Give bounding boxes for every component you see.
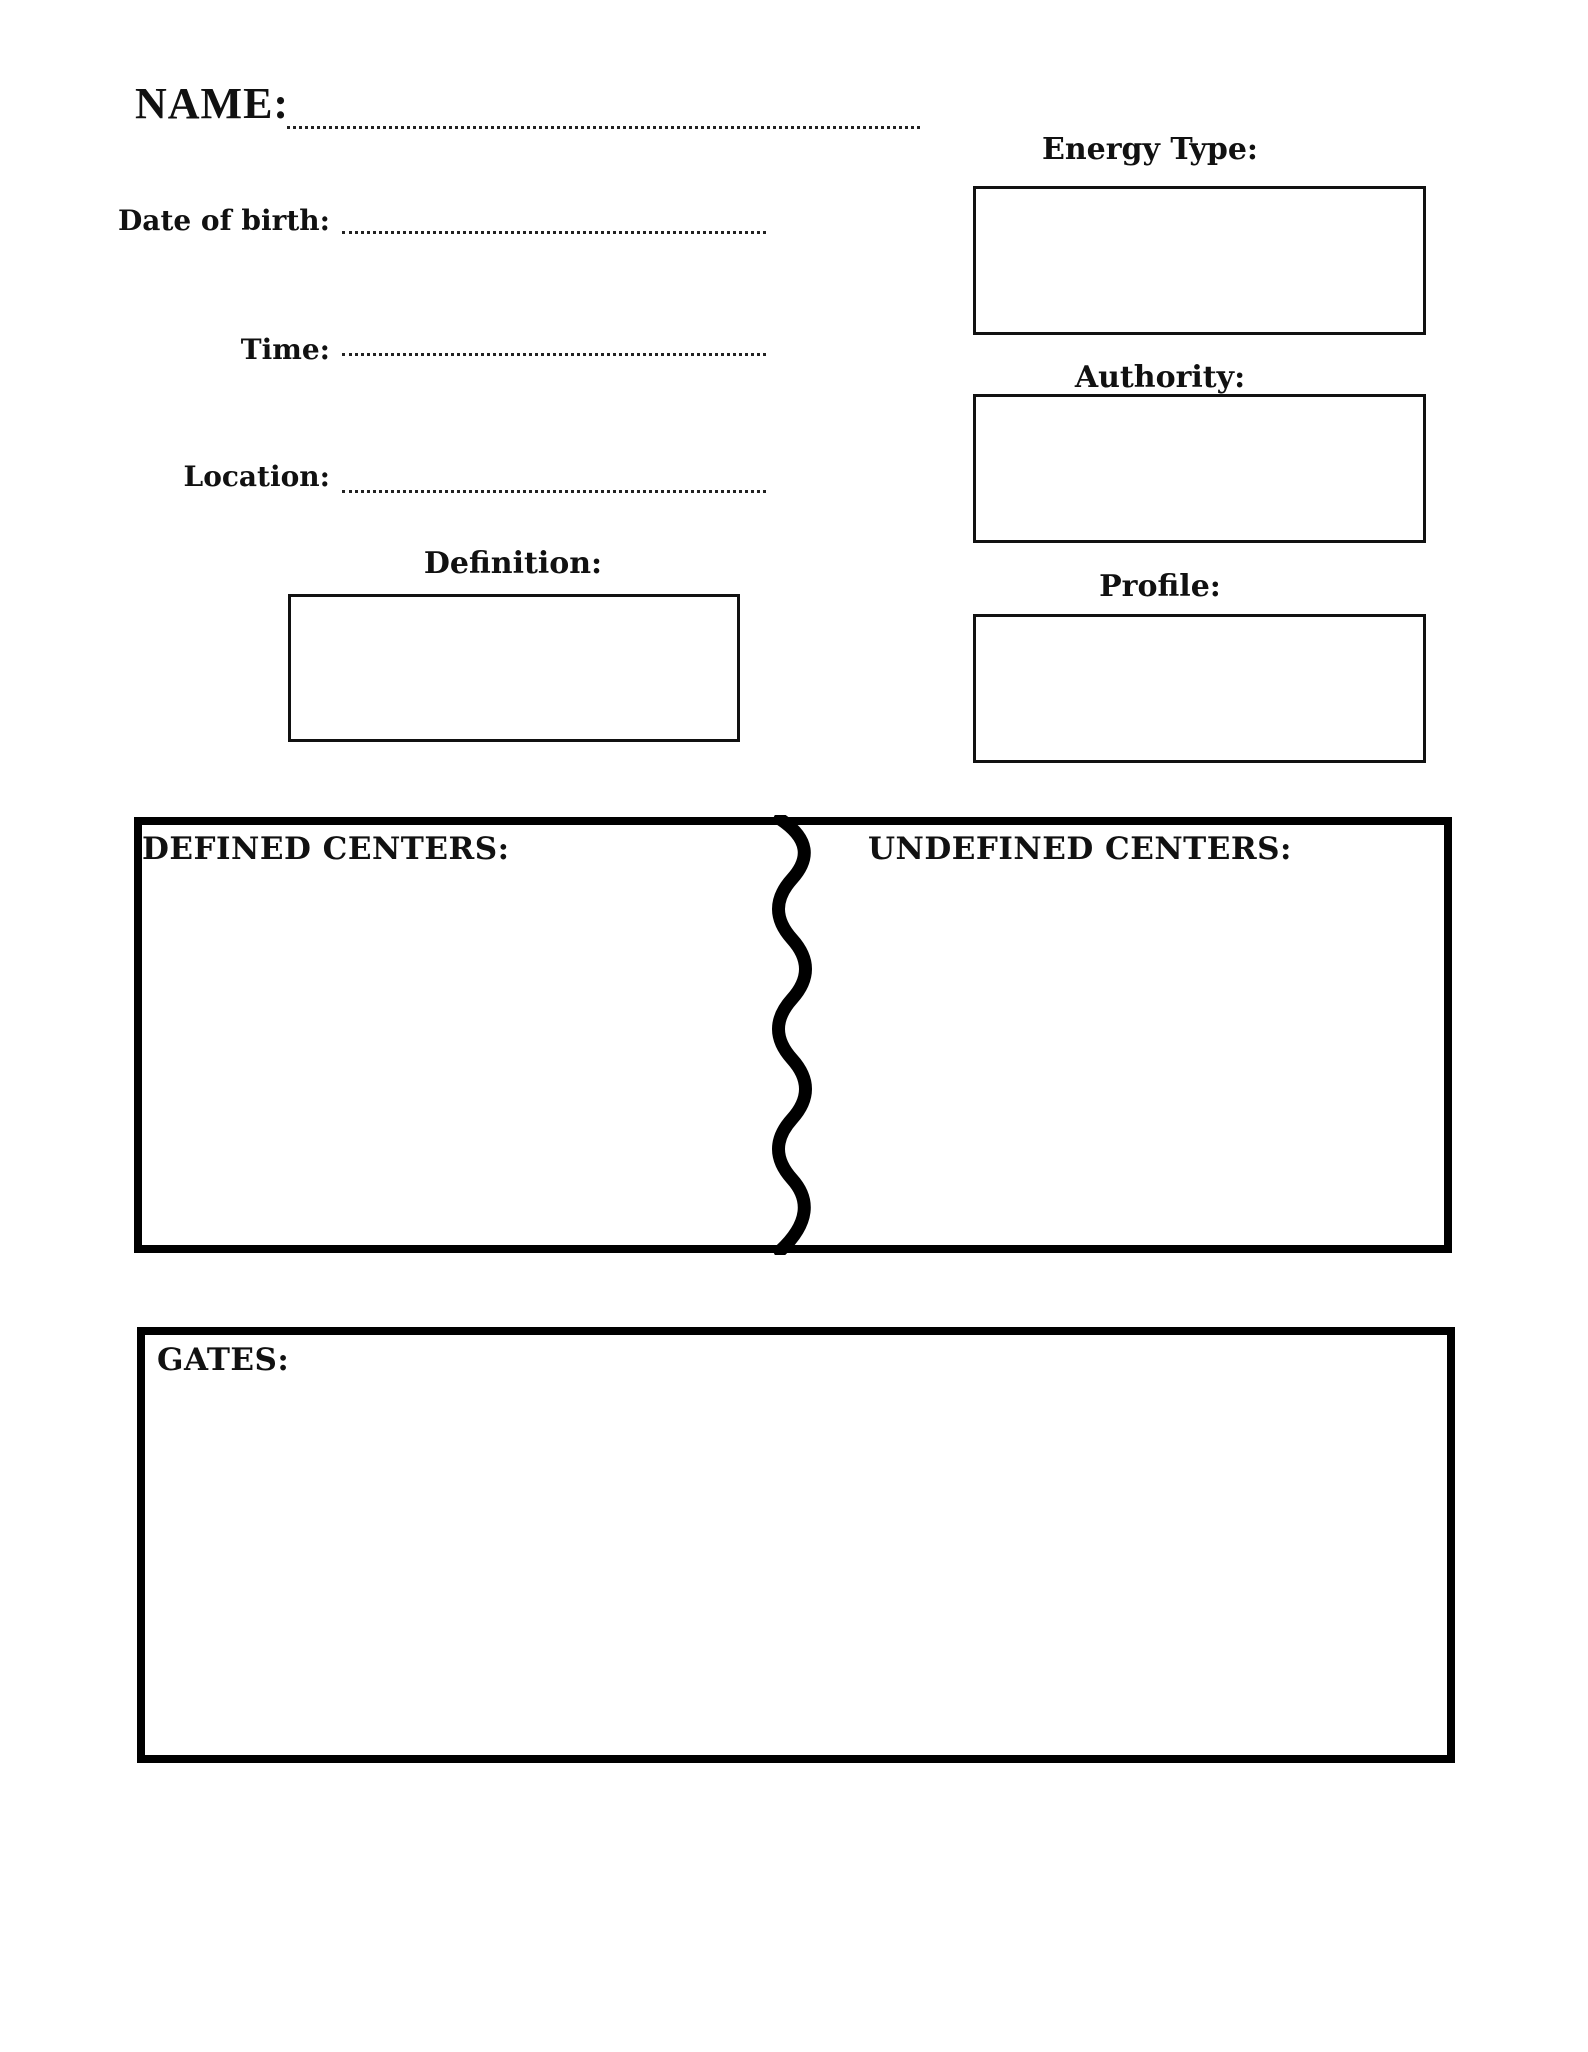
dob-label: Date of birth: (118, 204, 330, 237)
gates-area[interactable] (155, 1390, 1435, 1750)
dob-input-line[interactable] (342, 231, 766, 234)
location-input-line[interactable] (342, 490, 766, 493)
authority-box[interactable] (973, 394, 1426, 543)
gates-label: GATES: (157, 1342, 290, 1378)
authority-label: Authority: (1074, 360, 1246, 395)
energy-type-box[interactable] (973, 186, 1426, 335)
centers-wavy-divider (750, 815, 840, 1255)
profile-label: Profile: (1099, 569, 1221, 604)
defined-centers-area[interactable] (150, 880, 750, 1240)
defined-centers-label: DEFINED CENTERS: (142, 831, 510, 867)
definition-box[interactable] (288, 594, 740, 742)
profile-box[interactable] (973, 614, 1426, 763)
undefined-centers-area[interactable] (830, 880, 1440, 1240)
name-label: NAME: (135, 79, 290, 128)
energy-type-label: Energy Type: (1041, 132, 1259, 167)
name-input-line[interactable] (287, 126, 920, 129)
time-input-line[interactable] (342, 353, 766, 356)
location-label: Location: (183, 460, 330, 493)
undefined-centers-label: UNDEFINED CENTERS: (868, 831, 1292, 867)
time-label: Time: (240, 333, 330, 366)
definition-label: Definition: (423, 546, 603, 581)
